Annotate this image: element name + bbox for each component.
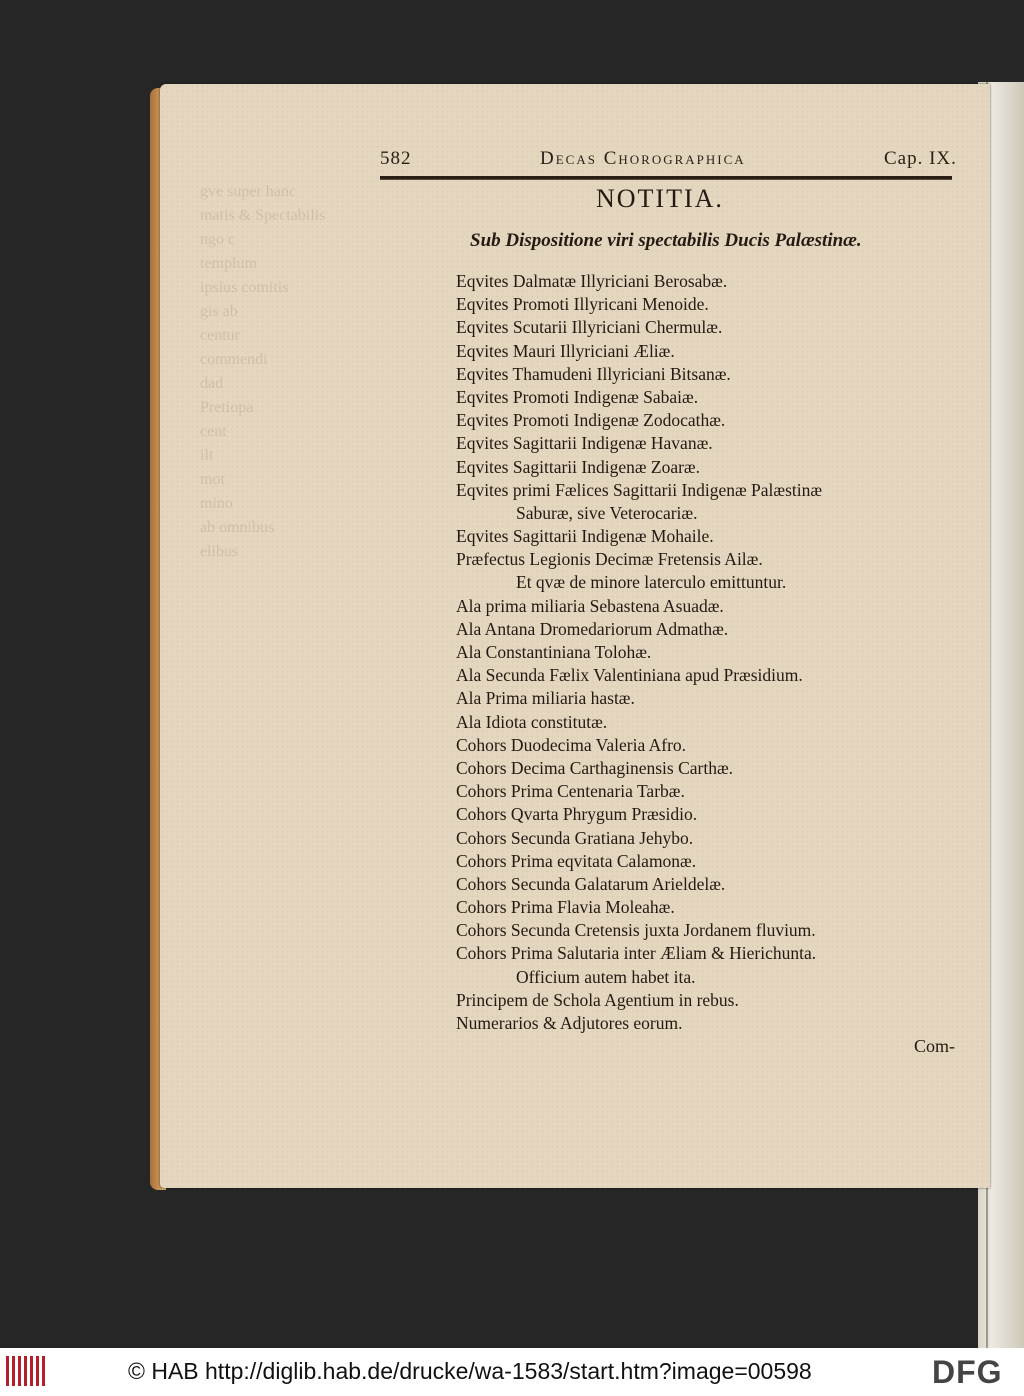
header-rule bbox=[380, 176, 952, 180]
entry-line: Saburæ, sive Veterocariæ. bbox=[516, 502, 698, 523]
entry-line: Eqvites Sagittarii Indigenæ Havanæ. bbox=[456, 433, 713, 454]
footer-bar bbox=[0, 1348, 1024, 1396]
entry-line: Eqvites Dalmatæ Illyriciani Berosabæ. bbox=[456, 271, 728, 291]
dfg-logo: DFG bbox=[932, 1354, 1003, 1390]
entry-line: Cohors Duodecima Valeria Afro. bbox=[456, 734, 687, 755]
section-heading: NOTITIA. bbox=[596, 184, 724, 213]
entry-line: Cohors Prima Flavia Moleahæ. bbox=[456, 897, 675, 918]
entry-line: Officium autem habet ita. bbox=[516, 966, 696, 987]
show-through-text: gve super hanc matis & Spectabilis ngo c templum ipsius comitis gis ab centur commendi dad Pretiopa cent ilt mot mino ab omnibus elibus bbox=[200, 183, 326, 560]
entry-line: Cohors Prima Centenaria Tarbæ. bbox=[456, 781, 685, 802]
entry-line: Eqvites Thamudeni Illyriciani Bitsanæ. bbox=[456, 363, 731, 384]
entry-line: Eqvites Promoti Illyricani Menoide. bbox=[456, 294, 709, 315]
catchword: Com- bbox=[914, 1036, 956, 1056]
entry-line: Eqvites Mauri Illyriciani Æliæ. bbox=[456, 340, 675, 361]
page-number: 582 bbox=[380, 148, 412, 169]
entry-line: Ala Antana Dromedariorum Admathæ. bbox=[456, 618, 729, 639]
entry-line: Ala prima miliaria Sebastena Asuadæ. bbox=[456, 595, 724, 616]
entry-line: Eqvites Sagittarii Indigenæ Zoaræ. bbox=[456, 456, 700, 477]
entry-line: Ala Prima miliaria hastæ. bbox=[456, 688, 635, 709]
entry-line: Cohors Prima eqvitata Calamonæ. bbox=[456, 850, 697, 871]
entry-line: Numerarios & Adjutores eorum. bbox=[456, 1013, 683, 1033]
entry-line: Præfectus Legionis Decimæ Fretensis Ailæ. bbox=[456, 549, 763, 570]
entry-line: Cohors Secunda Galatarum Arieldelæ. bbox=[456, 873, 726, 894]
entry-line: Eqvites Promoti Indigenæ Sabaiæ. bbox=[456, 386, 699, 407]
entry-line: Ala Constantiniana Tolohæ. bbox=[456, 642, 652, 662]
entry-line: Eqvites Promoti Indigenæ Zodocathæ. bbox=[456, 410, 726, 431]
entry-line: Ala Secunda Fælix Valentiniana apud Præsidium. bbox=[456, 665, 803, 686]
entry-line: Ala Idiota constitutæ. bbox=[456, 711, 608, 732]
entry-line: Cohors Secunda Cretensis juxta Jordanem fluvium. bbox=[456, 920, 816, 941]
entry-list bbox=[456, 270, 956, 1035]
entry-line: Cohors Qvarta Phrygum Præsidio. bbox=[456, 804, 698, 825]
entry-line: Et qvæ de minore laterculo emittuntur. bbox=[516, 572, 787, 593]
section-subheading: Sub Dispositione viri spectabilis Ducis Palæstinæ. bbox=[470, 230, 862, 251]
entry-line: Cohors Secunda Gratiana Jehybo. bbox=[456, 827, 694, 848]
entry-line: Cohors Decima Carthaginensis Carthæ. bbox=[456, 757, 734, 778]
chapter-label: Cap. IX. bbox=[884, 148, 957, 169]
running-title: Decas Chorographica bbox=[540, 148, 746, 169]
barcode-icon bbox=[6, 1356, 46, 1386]
copyright-link[interactable]: © HAB http://diglib.hab.de/drucke/wa-1583/start.htm?image=00598 bbox=[128, 1358, 812, 1384]
entry-line: Eqvites primi Fælices Sagittarii Indigenæ Palæstinæ bbox=[456, 479, 823, 500]
entry-line: Eqvites Scutarii Illyriciani Chermulæ. bbox=[456, 317, 723, 338]
entry-line: Cohors Prima Salutaria inter Æliam & Hierichunta. bbox=[456, 943, 817, 964]
entry-line: Principem de Schola Agentium in rebus. bbox=[456, 989, 739, 1010]
entry-line: Eqvites Sagittarii Indigenæ Mohaile. bbox=[456, 526, 714, 547]
